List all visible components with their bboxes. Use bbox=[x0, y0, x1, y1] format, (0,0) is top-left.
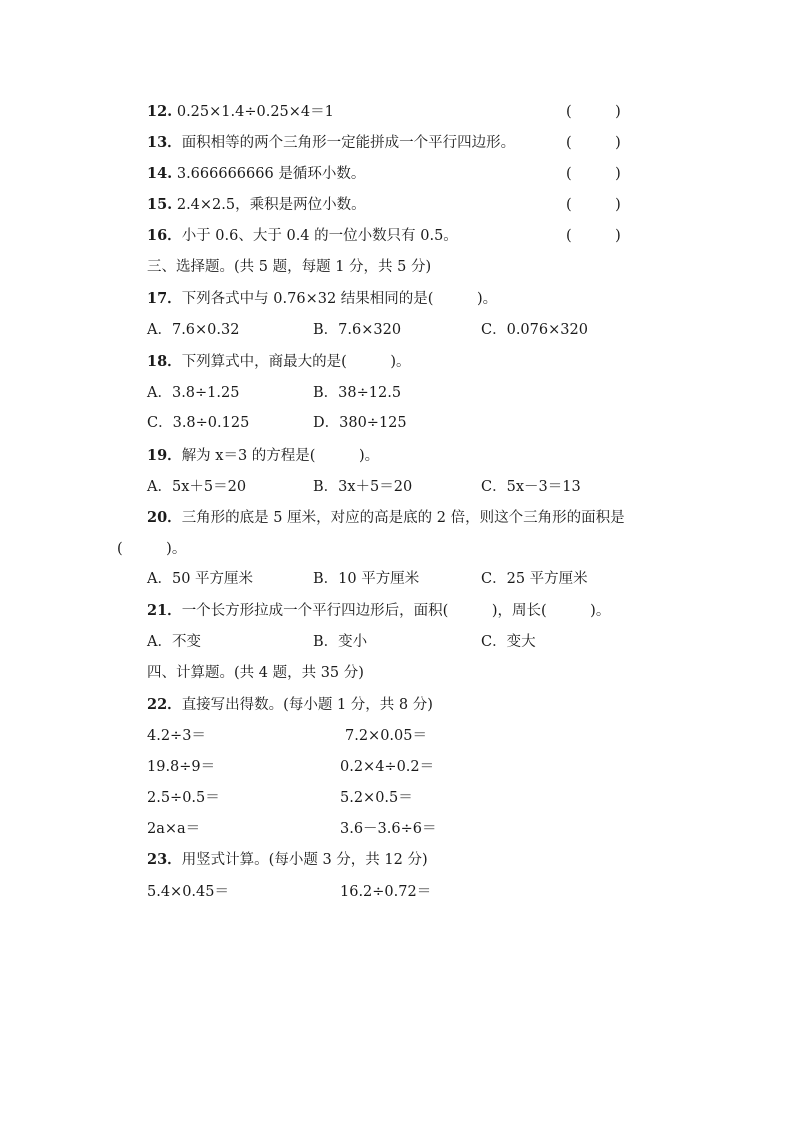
option-b[interactable]: B．10 平方厘米 bbox=[313, 571, 420, 587]
answer-blank-15[interactable]: ( ) bbox=[566, 197, 621, 213]
option-a[interactable]: A．50 平方厘米 bbox=[147, 571, 254, 587]
option-c[interactable]: C．3.8÷0.125 bbox=[147, 415, 250, 431]
question-number: 22． bbox=[147, 696, 182, 713]
option-a[interactable]: A．3.8÷1.25 bbox=[147, 385, 240, 401]
answer-blank-16[interactable]: ( ) bbox=[566, 228, 621, 244]
question-number: 13． bbox=[147, 134, 182, 151]
question-number: 18． bbox=[147, 353, 182, 370]
calc-item: 7.2×0.05＝ bbox=[345, 728, 427, 744]
calc-item: 19.8÷9＝ bbox=[147, 759, 216, 775]
question-13 bbox=[147, 133, 515, 153]
question-number: 17． bbox=[147, 290, 182, 307]
option-d[interactable]: D．380÷125 bbox=[313, 415, 407, 431]
question-14 bbox=[147, 164, 365, 184]
question-text: 解为 x＝3 的方程是( )。 bbox=[181, 448, 380, 464]
question-number: 21． bbox=[147, 602, 182, 619]
option-b[interactable]: B．3x＋5＝20 bbox=[313, 479, 413, 495]
question-19 bbox=[147, 446, 379, 466]
answer-blank-13[interactable]: ( ) bbox=[566, 135, 621, 151]
question-21 bbox=[147, 601, 610, 621]
question-text: 0.25×1.4÷0.25×4＝1 bbox=[172, 104, 334, 120]
question-18 bbox=[147, 352, 411, 372]
question-text: 下列算式中，商最大的是( )。 bbox=[181, 354, 411, 370]
question-22 bbox=[147, 695, 433, 715]
section-title-choice: 三、选择题。(共 5 题，每题 1 分，共 5 分) bbox=[147, 259, 432, 275]
option-c[interactable]: C．5x－3＝13 bbox=[481, 479, 581, 495]
question-15 bbox=[147, 195, 366, 215]
question-number: 15. bbox=[147, 196, 173, 213]
option-a[interactable]: A．5x＋5＝20 bbox=[147, 479, 247, 495]
question-text: 面积相等的两个三角形一定能拼成一个平行四边形。 bbox=[181, 135, 516, 151]
option-c[interactable]: C．变大 bbox=[481, 634, 536, 650]
question-23 bbox=[147, 850, 428, 870]
question-20 bbox=[147, 508, 625, 528]
option-b[interactable]: B．7.6×320 bbox=[313, 322, 402, 338]
question-20-continuation: ( )。 bbox=[117, 541, 187, 557]
question-number: 19． bbox=[147, 447, 182, 464]
calc-item: 2.5÷0.5＝ bbox=[147, 790, 220, 806]
calc-item: 0.2×4÷0.2＝ bbox=[340, 759, 435, 775]
question-number: 16． bbox=[147, 227, 182, 244]
option-c[interactable]: C．25 平方厘米 bbox=[481, 571, 588, 587]
option-b[interactable]: B．38÷12.5 bbox=[313, 385, 402, 401]
question-text: 2.4×2.5，乘积是两位小数。 bbox=[172, 197, 366, 213]
question-number: 12. bbox=[147, 103, 173, 120]
calc-item: 3.6－3.6÷6＝ bbox=[340, 821, 437, 837]
option-c[interactable]: C．0.076×320 bbox=[481, 322, 588, 338]
question-17 bbox=[147, 289, 497, 309]
answer-blank-14[interactable]: ( ) bbox=[566, 166, 621, 182]
calc-item: 5.4×0.45＝ bbox=[147, 884, 229, 900]
question-text: 小于 0.6、大于 0.4 的一位小数只有 0.5。 bbox=[181, 228, 458, 244]
question-text: 三角形的底是 5 厘米，对应的高是底的 2 倍，则这个三角形的面积是 bbox=[181, 510, 625, 526]
question-text: 一个长方形拉成一个平行四边形后，面积( )，周长( )。 bbox=[181, 603, 611, 619]
question-text: 3.666666666 是循环小数。 bbox=[172, 166, 366, 182]
calc-item: 5.2×0.5＝ bbox=[340, 790, 413, 806]
option-a[interactable]: A．7.6×0.32 bbox=[147, 322, 240, 338]
question-number: 20． bbox=[147, 509, 182, 526]
question-number: 23． bbox=[147, 851, 182, 868]
question-text: 用竖式计算。(每小题 3 分，共 12 分) bbox=[181, 852, 428, 868]
option-b[interactable]: B．变小 bbox=[313, 634, 368, 650]
calc-item: 2a×a＝ bbox=[147, 821, 201, 837]
question-text: 下列各式中与 0.76×32 结果相同的是( )。 bbox=[181, 291, 498, 307]
section-title-calc: 四、计算题。(共 4 题，共 35 分) bbox=[147, 665, 364, 681]
calc-item: 16.2÷0.72＝ bbox=[340, 884, 432, 900]
question-12 bbox=[147, 102, 334, 122]
question-text: 直接写出得数。(每小题 1 分，共 8 分) bbox=[181, 697, 433, 713]
calc-item: 4.2÷3＝ bbox=[147, 728, 206, 744]
option-a[interactable]: A．不变 bbox=[147, 634, 201, 650]
question-number: 14. bbox=[147, 165, 173, 182]
question-16 bbox=[147, 226, 458, 246]
answer-blank-12[interactable]: ( ) bbox=[566, 104, 621, 120]
